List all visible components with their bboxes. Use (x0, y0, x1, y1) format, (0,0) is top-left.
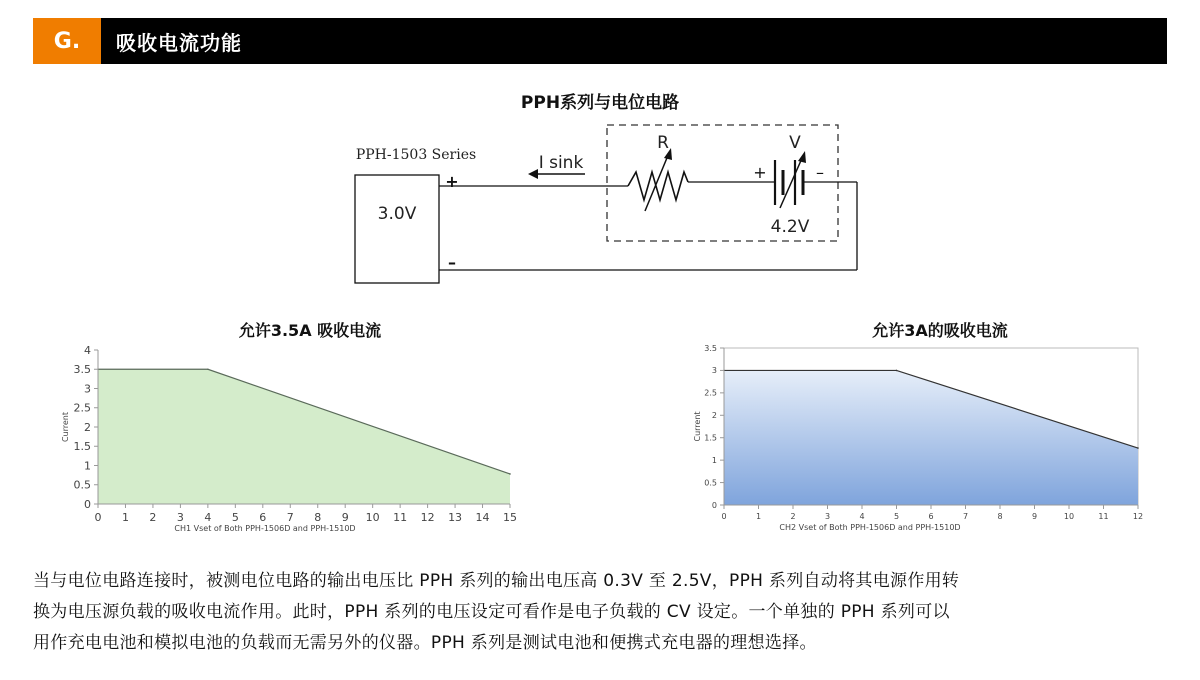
chart-1-y-tick-label: 0 (84, 497, 91, 511)
chart-2-y-tick-label: 1.5 (704, 433, 717, 443)
circuit-title: PPH系列与电位电路 (520, 93, 680, 113)
chart-1-x-tick-label: 8 (314, 511, 322, 524)
chart-2-x-tick-label: 11 (1098, 512, 1109, 521)
chart-1-y-tick-label: 3.5 (73, 363, 91, 377)
chart-1-x-tick-label: 7 (286, 511, 294, 524)
chart-2-title: 允许3A的吸收电流 (872, 321, 1008, 340)
chart-2-x-tick-label: 6 (928, 512, 934, 521)
chart-2-y-tick-label: 0.5 (704, 478, 717, 488)
chart-1-x-tick-label: 3 (176, 511, 184, 524)
chart-1-y-tick-label: 2.5 (73, 401, 91, 415)
chart-1-y-tick-label: 4 (84, 343, 91, 357)
chart-1-area (98, 369, 510, 504)
chart-2-x-tick-label: 2 (790, 512, 796, 521)
section-header (33, 18, 1167, 64)
description-line-2: 换为电压源负载的吸收电流作用。此时，PPH 系列的电压设定可看作是电子负载的 CV 设定。一个单独的 PPH 系列可以 (33, 602, 950, 622)
chart-1-y-tick-label: 1.5 (73, 440, 91, 454)
chart-2-x-tick-label: 7 (962, 512, 969, 521)
chart-1-x-label: CH1 Vset of Both PPH-1506D and PPH-1510D (174, 524, 356, 533)
chart-1-x-tick-label: 2 (149, 511, 157, 524)
chart-2-point (1137, 447, 1139, 449)
chart-1-x-tick-label: 14 (475, 511, 490, 524)
device-minus-label: – (448, 253, 456, 272)
chart-2-y-tick-label: 0 (711, 500, 717, 510)
description-line-1: 当与电位电路连接时，被测电位电路的输出电压比 PPH 系列的输出电压高 0.3V 至 2.5V，PPH 系列自动将其电源作用转 (33, 571, 960, 591)
variable-resistor (628, 172, 688, 200)
chart-2-x-tick-label: 3 (824, 512, 831, 521)
chart-2 (690, 340, 1160, 540)
chart-2-y-tick-label: 2 (711, 411, 717, 421)
chart-2-y-tick-label: 3.5 (704, 343, 717, 353)
chart-2-y-tick-label: 1 (711, 455, 717, 465)
source-label: V (789, 133, 801, 153)
chart-1-point (509, 473, 511, 475)
resistor-label: R (657, 133, 669, 153)
chart-2-x-tick-label: 9 (1031, 512, 1038, 521)
device-box (355, 175, 439, 283)
chart-1 (40, 340, 560, 540)
chart-1-x-tick-label: 1 (121, 511, 129, 524)
chart-2-x-label: CH2 Vset of Both PPH-1506D and PPH-1510D (779, 523, 961, 532)
chart-1-x-tick-label: 6 (259, 511, 267, 524)
chart-1-x-tick-label: 4 (204, 511, 212, 524)
chart-1-point (207, 368, 209, 370)
chart-2-x-tick-label: 4 (859, 512, 865, 521)
description (33, 566, 1167, 659)
battery-voltage-label: 4.2V (770, 217, 810, 237)
chart-1-y-tick-label: 1 (84, 459, 91, 473)
chart-1-y-tick-label: 2 (84, 420, 91, 434)
chart-1-y-tick-label: 0.5 (73, 478, 91, 492)
description-line-3: 用作充电电池和模拟电池的负载而无需另外的仪器。PPH 系列是测试电池和便携式充电器的理想选择。 (33, 633, 817, 653)
chart-1-x-tick-label: 9 (341, 511, 349, 524)
circuit-diagram (0, 110, 1200, 310)
chart-2-x-tick-label: 10 (1063, 512, 1075, 521)
chart-1-x-tick-label: 10 (365, 511, 380, 524)
battery-minus-label: – (816, 163, 824, 182)
device-plus-label: + (445, 172, 459, 191)
chart-1-title: 允许3.5A 吸收电流 (238, 321, 382, 340)
battery-plus-label: + (753, 163, 767, 182)
chart-1-x-tick-label: 12 (420, 511, 435, 524)
chart-2-y-label: Current (693, 411, 702, 442)
current-label: I sink (538, 153, 584, 173)
chart-2-y-tick-label: 3 (711, 366, 717, 376)
chart-2-x-tick-label: 8 (997, 512, 1003, 521)
chart-1-y-tick-label: 3 (84, 382, 91, 396)
chart-2-point (896, 370, 898, 372)
chart-1-x-tick-label: 11 (393, 511, 408, 524)
device-series-label: PPH-1503 Series (355, 147, 477, 163)
chart-2-x-tick-label: 1 (755, 512, 762, 521)
device-voltage-label: 3.0V (377, 204, 417, 224)
chart-2-x-tick-label: 5 (893, 512, 900, 521)
chart-1-x-tick-label: 0 (94, 511, 102, 524)
section-title: 吸收电流功能 (116, 30, 242, 55)
chart-2-x-tick-label: 0 (721, 512, 727, 521)
chart-2-x-tick-label: 12 (1132, 512, 1144, 521)
chart-2-y-tick-label: 2.5 (704, 388, 717, 398)
section-letter: G. (33, 18, 101, 64)
current-arrowhead (528, 169, 538, 179)
chart-2-area (724, 370, 1138, 505)
chart-1-x-tick-label: 15 (503, 511, 517, 524)
chart-1-x-tick-label: 13 (448, 511, 463, 524)
chart-1-y-label: Current (61, 411, 70, 443)
chart-1-x-tick-label: 5 (231, 511, 239, 524)
